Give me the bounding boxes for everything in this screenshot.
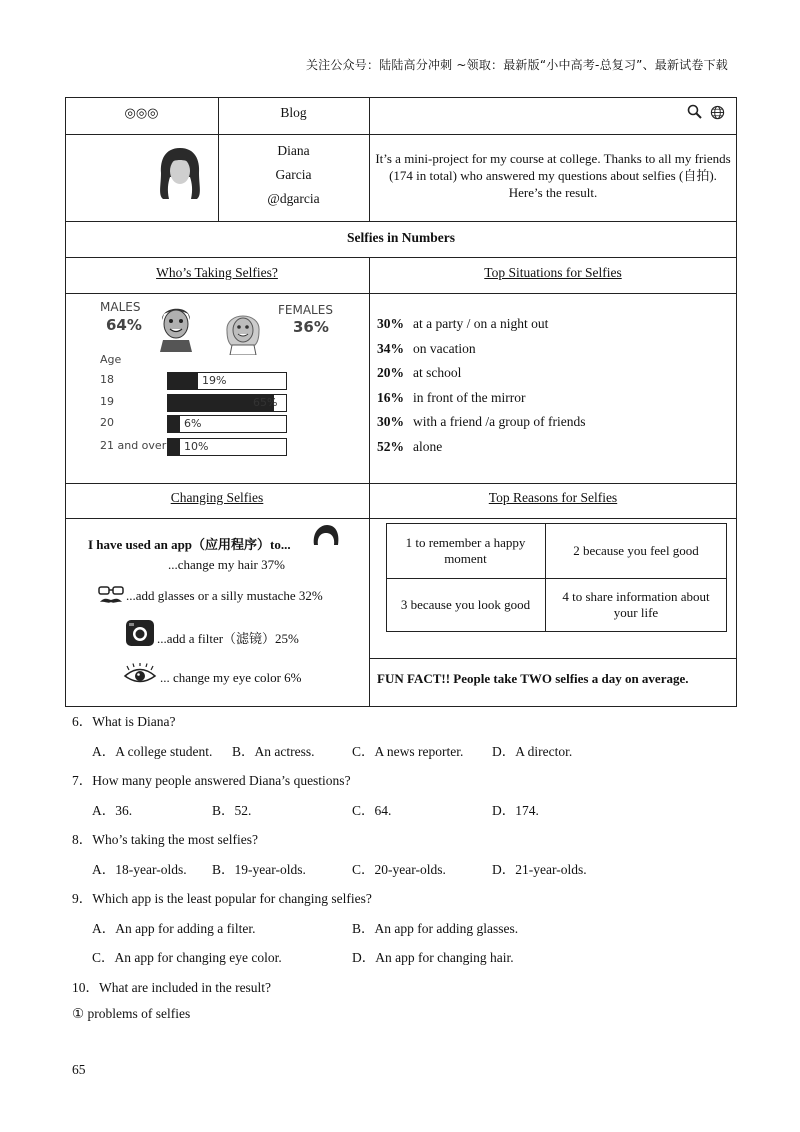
situations-heading: Top Situations for Selfies bbox=[484, 265, 622, 280]
section-title: Selfies in Numbers bbox=[347, 230, 455, 245]
answer-option[interactable]: D．21-year-olds. bbox=[492, 862, 587, 877]
age-bar-fill bbox=[168, 416, 180, 432]
reason-4: 4 to share information about your life bbox=[562, 589, 710, 620]
page-header: 关注公众号：陆陆高分冲刺 ~领取：最新版“小中高考-总复习”、最新试卷下载 bbox=[305, 58, 728, 72]
age-bar-value: 6% bbox=[184, 417, 202, 430]
author-handle[interactable]: @dgarcia bbox=[267, 191, 320, 206]
camera-filter-icon bbox=[125, 619, 155, 652]
globe-icon[interactable] bbox=[710, 105, 725, 125]
females-label: FEMALES bbox=[278, 303, 333, 317]
answer-option[interactable]: B．52. bbox=[212, 803, 252, 818]
search-icon[interactable] bbox=[687, 104, 703, 125]
situation-item bbox=[377, 365, 461, 381]
answer-option[interactable]: D．An app for changing hair. bbox=[352, 950, 514, 965]
answer-option[interactable]: B．An app for adding glasses. bbox=[352, 921, 519, 936]
male-face-icon bbox=[157, 300, 195, 357]
female-face-icon bbox=[223, 305, 263, 360]
situation-text: alone bbox=[413, 438, 443, 454]
question-text: 10．What are included in the result? bbox=[72, 980, 272, 995]
blog-intro: It’s a mini-project for my course at college. Thanks to all my friends (174 in total) who answered my questions about selfies (自拍). Here’s the result. bbox=[375, 151, 731, 200]
answer-option[interactable]: C．64. bbox=[352, 803, 392, 818]
age-bar-fill bbox=[168, 373, 198, 389]
author-first-name: Diana bbox=[277, 143, 310, 158]
answer-option[interactable]: A．36. bbox=[92, 803, 133, 818]
author-last-name: Garcia bbox=[275, 167, 312, 182]
reason-2: 2 because you feel good bbox=[573, 542, 699, 558]
answer-option[interactable]: A．An app for adding a filter. bbox=[92, 921, 256, 936]
age-bar-value: 65% bbox=[253, 396, 278, 409]
add-filter-item: ...add a filter（滤镜）25% bbox=[157, 631, 299, 646]
page-number: 65 bbox=[72, 1062, 86, 1077]
situation-percent: 16% bbox=[377, 389, 404, 405]
situation-item bbox=[377, 390, 525, 406]
answer-option[interactable]: C．A news reporter. bbox=[352, 744, 464, 759]
answer-option[interactable]: B．An actress. bbox=[232, 744, 315, 759]
situation-item bbox=[377, 414, 585, 430]
age-bar-value: 10% bbox=[184, 440, 209, 453]
answer-option[interactable]: A．A college student. bbox=[92, 744, 213, 759]
females-value: 36% bbox=[293, 318, 329, 336]
situation-percent: 34% bbox=[377, 340, 404, 356]
hair-icon bbox=[311, 523, 341, 558]
males-value: 64% bbox=[106, 316, 142, 334]
age-bar-fill bbox=[168, 439, 180, 455]
situation-item bbox=[377, 316, 548, 332]
situation-percent: 30% bbox=[377, 414, 404, 429]
blog-title: Blog bbox=[280, 105, 307, 120]
situation-text: at school bbox=[413, 365, 462, 380]
changing-heading: Changing Selfies bbox=[170, 490, 264, 505]
answer-option[interactable]: ① problems of selfies bbox=[72, 1006, 191, 1021]
age-label: Age bbox=[100, 353, 122, 366]
answer-option[interactable]: D．174. bbox=[492, 803, 539, 818]
age-category-label: 19 bbox=[100, 395, 114, 408]
question-text: 8．Who’s taking the most selfies? bbox=[72, 832, 258, 847]
situation-percent: 52% bbox=[377, 438, 404, 454]
question-text: 6．What is Diana? bbox=[72, 714, 176, 729]
age-bar-value: 19% bbox=[202, 374, 227, 387]
nav-icons[interactable]: ◎◎◎ bbox=[124, 105, 159, 120]
question-text: 9．Which app is the least popular for changing selfies? bbox=[72, 891, 372, 906]
age-category-label: 18 bbox=[100, 373, 114, 386]
answer-option[interactable]: A．18-year-olds. bbox=[92, 862, 187, 877]
situation-item bbox=[377, 341, 476, 357]
fun-fact: FUN FACT!! People take TWO selfies a day on average. bbox=[377, 671, 689, 686]
situation-percent: 30% bbox=[377, 316, 404, 331]
situation-text: in front of the mirror bbox=[413, 389, 526, 405]
situation-percent: 20% bbox=[377, 365, 404, 380]
answer-option[interactable]: C．An app for changing eye color. bbox=[92, 950, 282, 965]
age-bar bbox=[167, 372, 287, 390]
avatar bbox=[155, 145, 205, 208]
who-heading: Who’s Taking Selfies? bbox=[156, 265, 278, 280]
answer-option[interactable]: D．A director. bbox=[492, 744, 573, 759]
situation-text: at a party / on a night out bbox=[413, 316, 549, 331]
answer-option[interactable]: B．19-year-olds. bbox=[212, 862, 306, 877]
change-eye-item: ... change my eye color 6% bbox=[160, 670, 302, 685]
age-category-label: 20 bbox=[100, 416, 114, 429]
answer-option[interactable]: C．20-year-olds. bbox=[352, 862, 446, 877]
changing-intro: I have used an app（应用程序）to... bbox=[88, 537, 291, 552]
males-label: MALES bbox=[100, 300, 141, 314]
age-category-label: 21 and over bbox=[100, 439, 167, 452]
reason-1: 1 to remember a happy moment bbox=[405, 534, 526, 566]
situation-item bbox=[377, 439, 442, 455]
glasses-mustache-icon bbox=[97, 585, 125, 612]
change-hair-item: ...change my hair 37% bbox=[168, 557, 285, 572]
add-glasses-item: ...add glasses or a silly mustache 32% bbox=[126, 588, 323, 603]
situation-text: on vacation bbox=[413, 340, 476, 356]
reason-3: 3 because you look good bbox=[400, 597, 531, 612]
situation-text: with a friend /a group of friends bbox=[413, 414, 586, 429]
question-text: 7．How many people answered Diana’s questions? bbox=[72, 773, 351, 788]
eye-icon bbox=[123, 663, 157, 692]
reasons-heading: Top Reasons for Selfies bbox=[488, 490, 618, 505]
